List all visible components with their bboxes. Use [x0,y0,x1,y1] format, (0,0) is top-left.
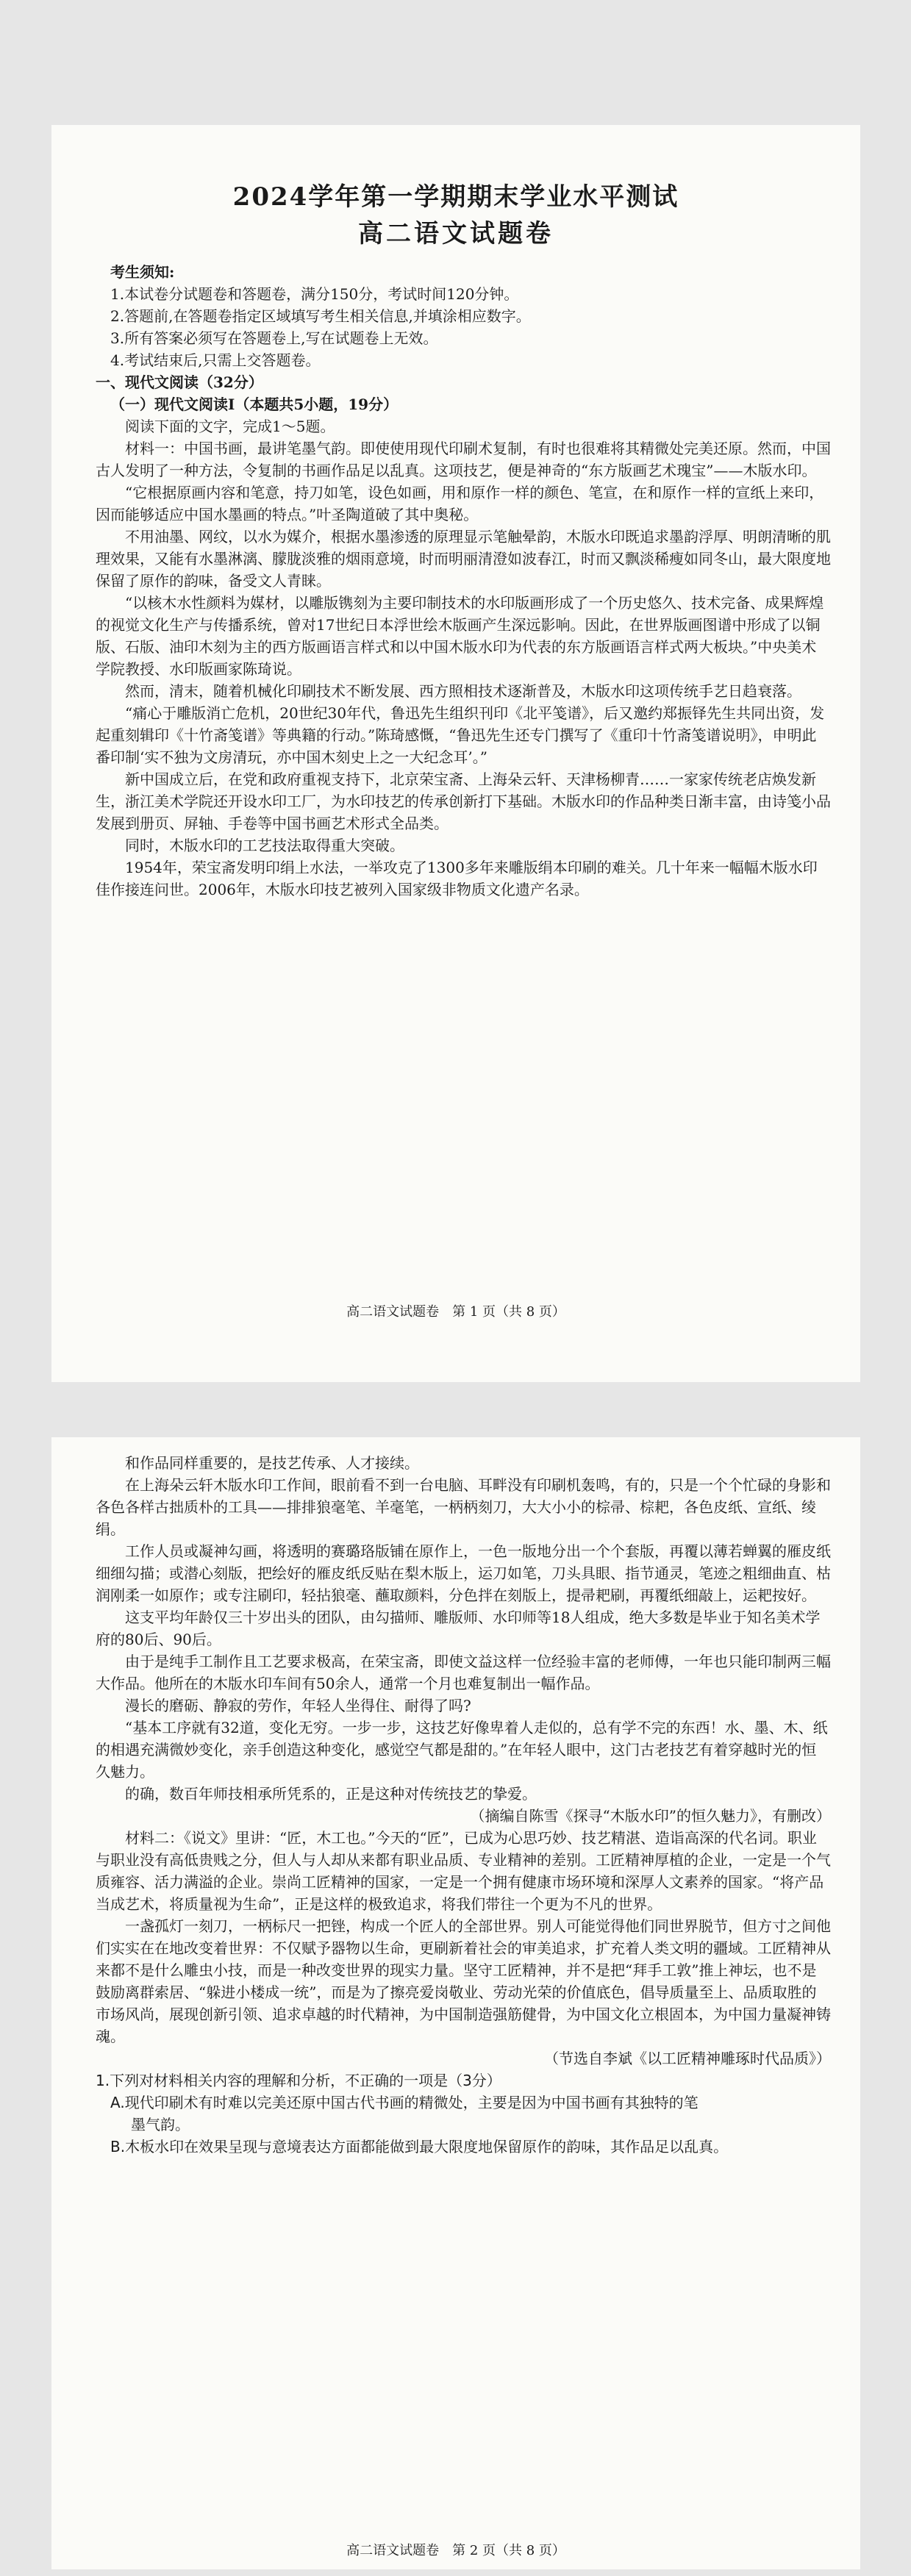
option-a-continued: 墨气韵。 [131,2116,190,2133]
page-footer: 高二语文试题卷 第 2 页（共 8 页） [346,2543,565,2558]
passage-paragraph: 新中国成立后，在党和政府重视支持下，北京荣宝斋、上海朵云轩、天津杨柳青……一家家传统老店焕发新生，浙江美术学院还开设水印工厂，为水印技艺的传承创新打下基础。木版水印的作品种类日渐丰富，由诗笺小品发展到册页、屏轴、手卷等中国书画艺术形式全品类。 [96,770,831,832]
passage-paragraph: 这支平均年龄仅三十岁出头的团队，由勾描师、雕版师、水印师等18人组成，绝大多数是毕业于知名美术学府的80后、90后。 [96,1609,821,1648]
page2-content [96,1452,831,2158]
note-item: 1.本试卷分试题卷和答题卷，满分150分，考试时间120分钟。 [110,285,519,303]
question-1 [96,2069,831,2158]
page1-content [96,261,831,901]
passage-paragraph: 的确，数百年师技相承所凭系的，正是这种对传统技艺的挚爱。 [125,1785,537,1803]
passage-paragraph: 在上海朵云轩木版水印工作间，眼前看不到一台电脑、耳畔没有印刷机轰鸣，有的，只是一个个忙碌的身影和各色各样古拙质朴的工具——排排狼毫笔、羊毫笔，一柄柄刻刀，大大小小的棕帚、棕耙，各色皮纸、宣纸、绫绢。 [96,1476,831,1538]
question-stem: 1.下列对材料相关内容的理解和分析，不正确的一项是（3分） [96,2072,501,2089]
notes-heading: 考生须知: [110,263,175,281]
passage-paragraph: “以核木水性颜料为媒材，以雕版镌刻为主要印制技术的水印版画形成了一个历史悠久、技术完备、成果辉煌的视觉文化生产与传播系统，曾对17世纪日本浮世绘木版画产生深远影响。因此，在世界版画图谱中形成了以铜版、石版、油印木刻为主的西方版画语言样式和以中国木版水印为代表的东方版画语言样式两大板块。”中央美术学院教授、水印版画家陈琦说。 [96,594,824,678]
passage-paragraph: 漫长的磨砺、静寂的劳作，年轻人坐得住、耐得了吗? [125,1697,471,1714]
passage-paragraph: 由于是纯手工制作且工艺要求极高，在荣宝斋，即使文益这样一位经验丰富的老师傅，一年也只能印制两三幅大作品。他所在的木版水印车间有50余人，通常一个月也难复制出一幅作品。 [96,1653,831,1692]
passage-paragraph: “它根据原画内容和笔意，持刀如笔，设色如画，用和原作一样的颜色、笔宣，在和原作一样的宣纸上来印，因而能够适应中国水墨画的特点。”叶圣陶道破了其中奥秘。 [96,484,824,523]
material-paragraph: 材料二：《说文》里讲：“匠，木工也。”今天的“匠”，已成为心思巧妙、技艺精湛、造诣高深的代名词。职业与职业没有高低贵贱之分，但人与人却从来都有职业品质、专业精神的差别。工匠精神厚植的企业，一定是一个气质雍容、活力满溢的企业。崇尚工匠精神的国家，一定是一个拥有健康市场环境和深厚人文素养的国家。“将产品当成艺术，将质量视为生命”，正是这样的极致追求，将我们带往一个更为不凡的世界。 [96,1829,831,1913]
exam-page-1 [51,125,860,1382]
passage-paragraph: 工作人员或凝神勾画，将透明的赛璐珞版铺在原作上，一色一版地分出一个个套版，再覆以薄若蝉翼的雁皮纸细细勾描；或潜心刻版，把绘好的雁皮纸反贴在梨木版上，运刀如笔，刀头具眼、指节通灵，笔迹之粗细曲直、枯润刚柔一如原作；或专注刷印，轻拈狼毫、蘸取颜料，分色拌在刻版上，提帚耙刷，再覆纸细敲上，运耙按好。 [96,1542,831,1604]
exam-subtitle: 高二语文试题卷 [358,219,554,248]
passage-paragraph: 材料一：中国书画，最讲笔墨气韵。即使使用现代印刷术复制，有时也很难将其精微处完美还原。然而，中国古人发明了一种方法，令复制的书画作品足以乱真。这项技艺，便是神奇的“东方版画艺术瑰宝”——木版水印。 [96,440,831,479]
option-b: B.木板水印在效果呈现与意境表达方面都能做到最大限度地保留原作的韵味，其作品足以乱真。 [110,2138,729,2155]
note-item: 4.考试结束后,只需上交答题卷。 [110,351,321,369]
exam-page-2 [51,1437,860,2569]
page-footer: 高二语文试题卷 第 1 页（共 8 页） [346,1304,565,1320]
passage-paragraph: 然而，清末，随着机械化印刷技术不断发展、西方照相技术逐渐普及，木版水印这项传统手艺日趋衰落。 [125,682,801,700]
passage-paragraph: 不用油墨、网纹，以水为媒介，根据水墨渗透的原理显示笔触晕韵，木版水印既追求墨韵浮厚、明朗清晰的肌理效果，又能有水墨淋漓、朦胧淡雅的烟雨意境，时而明丽清澄如波春江，时而又飘淡稀瘦如同冬山，最大限度地保留了原作的韵味，备受文人青睐。 [96,528,831,590]
passage-paragraph: 同时，木版水印的工艺技法取得重大突破。 [125,837,404,854]
passage-paragraph: 1954年，荣宝斋发明印绢上水法，一举攻克了1300多年来雕版绢本印刷的难关。几十年来一幅幅木版水印佳作接连问世。2006年，木版水印技艺被列入国家级非物质文化遗产名录。 [96,859,818,898]
note-item: 3.所有答案必须写在答题卷上,写在试题卷上无效。 [110,329,438,347]
option-a: A.现代印刷术有时难以完美还原中国古代书画的精微处，主要是因为中国书画有其独特的笔 [110,2094,699,2111]
passage-paragraph: 和作品同样重要的，是技艺传承、人才接续。 [125,1454,419,1472]
source-citation: （节选自李斌《以工匠精神雕琢时代品质》） [544,2050,831,2067]
section-heading: 一、现代文阅读（32分） [96,373,263,391]
subsection-heading: （一）现代文阅读Ⅰ（本题共5小题，19分） [110,396,399,413]
material-paragraph: 一盏孤灯一刻刀，一柄标尺一把锉，构成一个匠人的全部世界。别人可能觉得他们同世界脱节，但方寸之间他们实实在在地改变着世界：不仅赋予器物以生命，更刷新着社会的审美追求，扩充着人类文明的疆域。工匠精神从来都不是什么雕虫小技，而是一种改变世界的现实力量。坚守工匠精神，并不是把“拜手工敦”推上神坛，也不是鼓励离群索居、“躲进小楼成一统”，而是为了擦亮爱岗敬业、劳动光荣的价值底色，倡导质量至上、品质取胜的市场风尚，展现创新引领、追求卓越的时代精神，为中国制造强筋健骨，为中国文化立根固本，为中国力量凝神铸魂。 [96,1917,831,2045]
reading-instruction: 阅读下面的文字，完成1～5题。 [125,418,335,435]
exam-title: 2024学年第一学期期末学业水平测试 [232,182,679,212]
source-citation: （摘编自陈雪《探寻“木版水印”的恒久魅力》，有删改） [470,1807,831,1825]
passage-paragraph: “痛心于雕版消亡危机，20世纪30年代，鲁迅先生组织刊印《北平笺谱》，后又邀约郑振铎先生共同出资，发起重刻辑印《十竹斋笺谱》等典籍的行动。”陈琦感慨，“鲁迅先生还专门撰写了《重印十竹斋笺谱说明》，申明此番印制‘实不独为文房清玩，亦中国木刻史上之一大纪念耳’。” [96,704,825,766]
note-item: 2.答题前,在答题卷指定区域填写考生相关信息,并填涂相应数字。 [110,307,531,325]
passage-paragraph: “基本工序就有32道，变化无穷。一步一步，这技艺好像卑着人走似的，总有学不完的东西！水、墨、木、纸的相遇充满微妙变化，亲手创造这种变化，感觉空气都是甜的。”在年轻人眼中，这门古老技艺有着穿越时光的恒久魅力。 [96,1719,828,1781]
candidate-notes [96,261,831,371]
